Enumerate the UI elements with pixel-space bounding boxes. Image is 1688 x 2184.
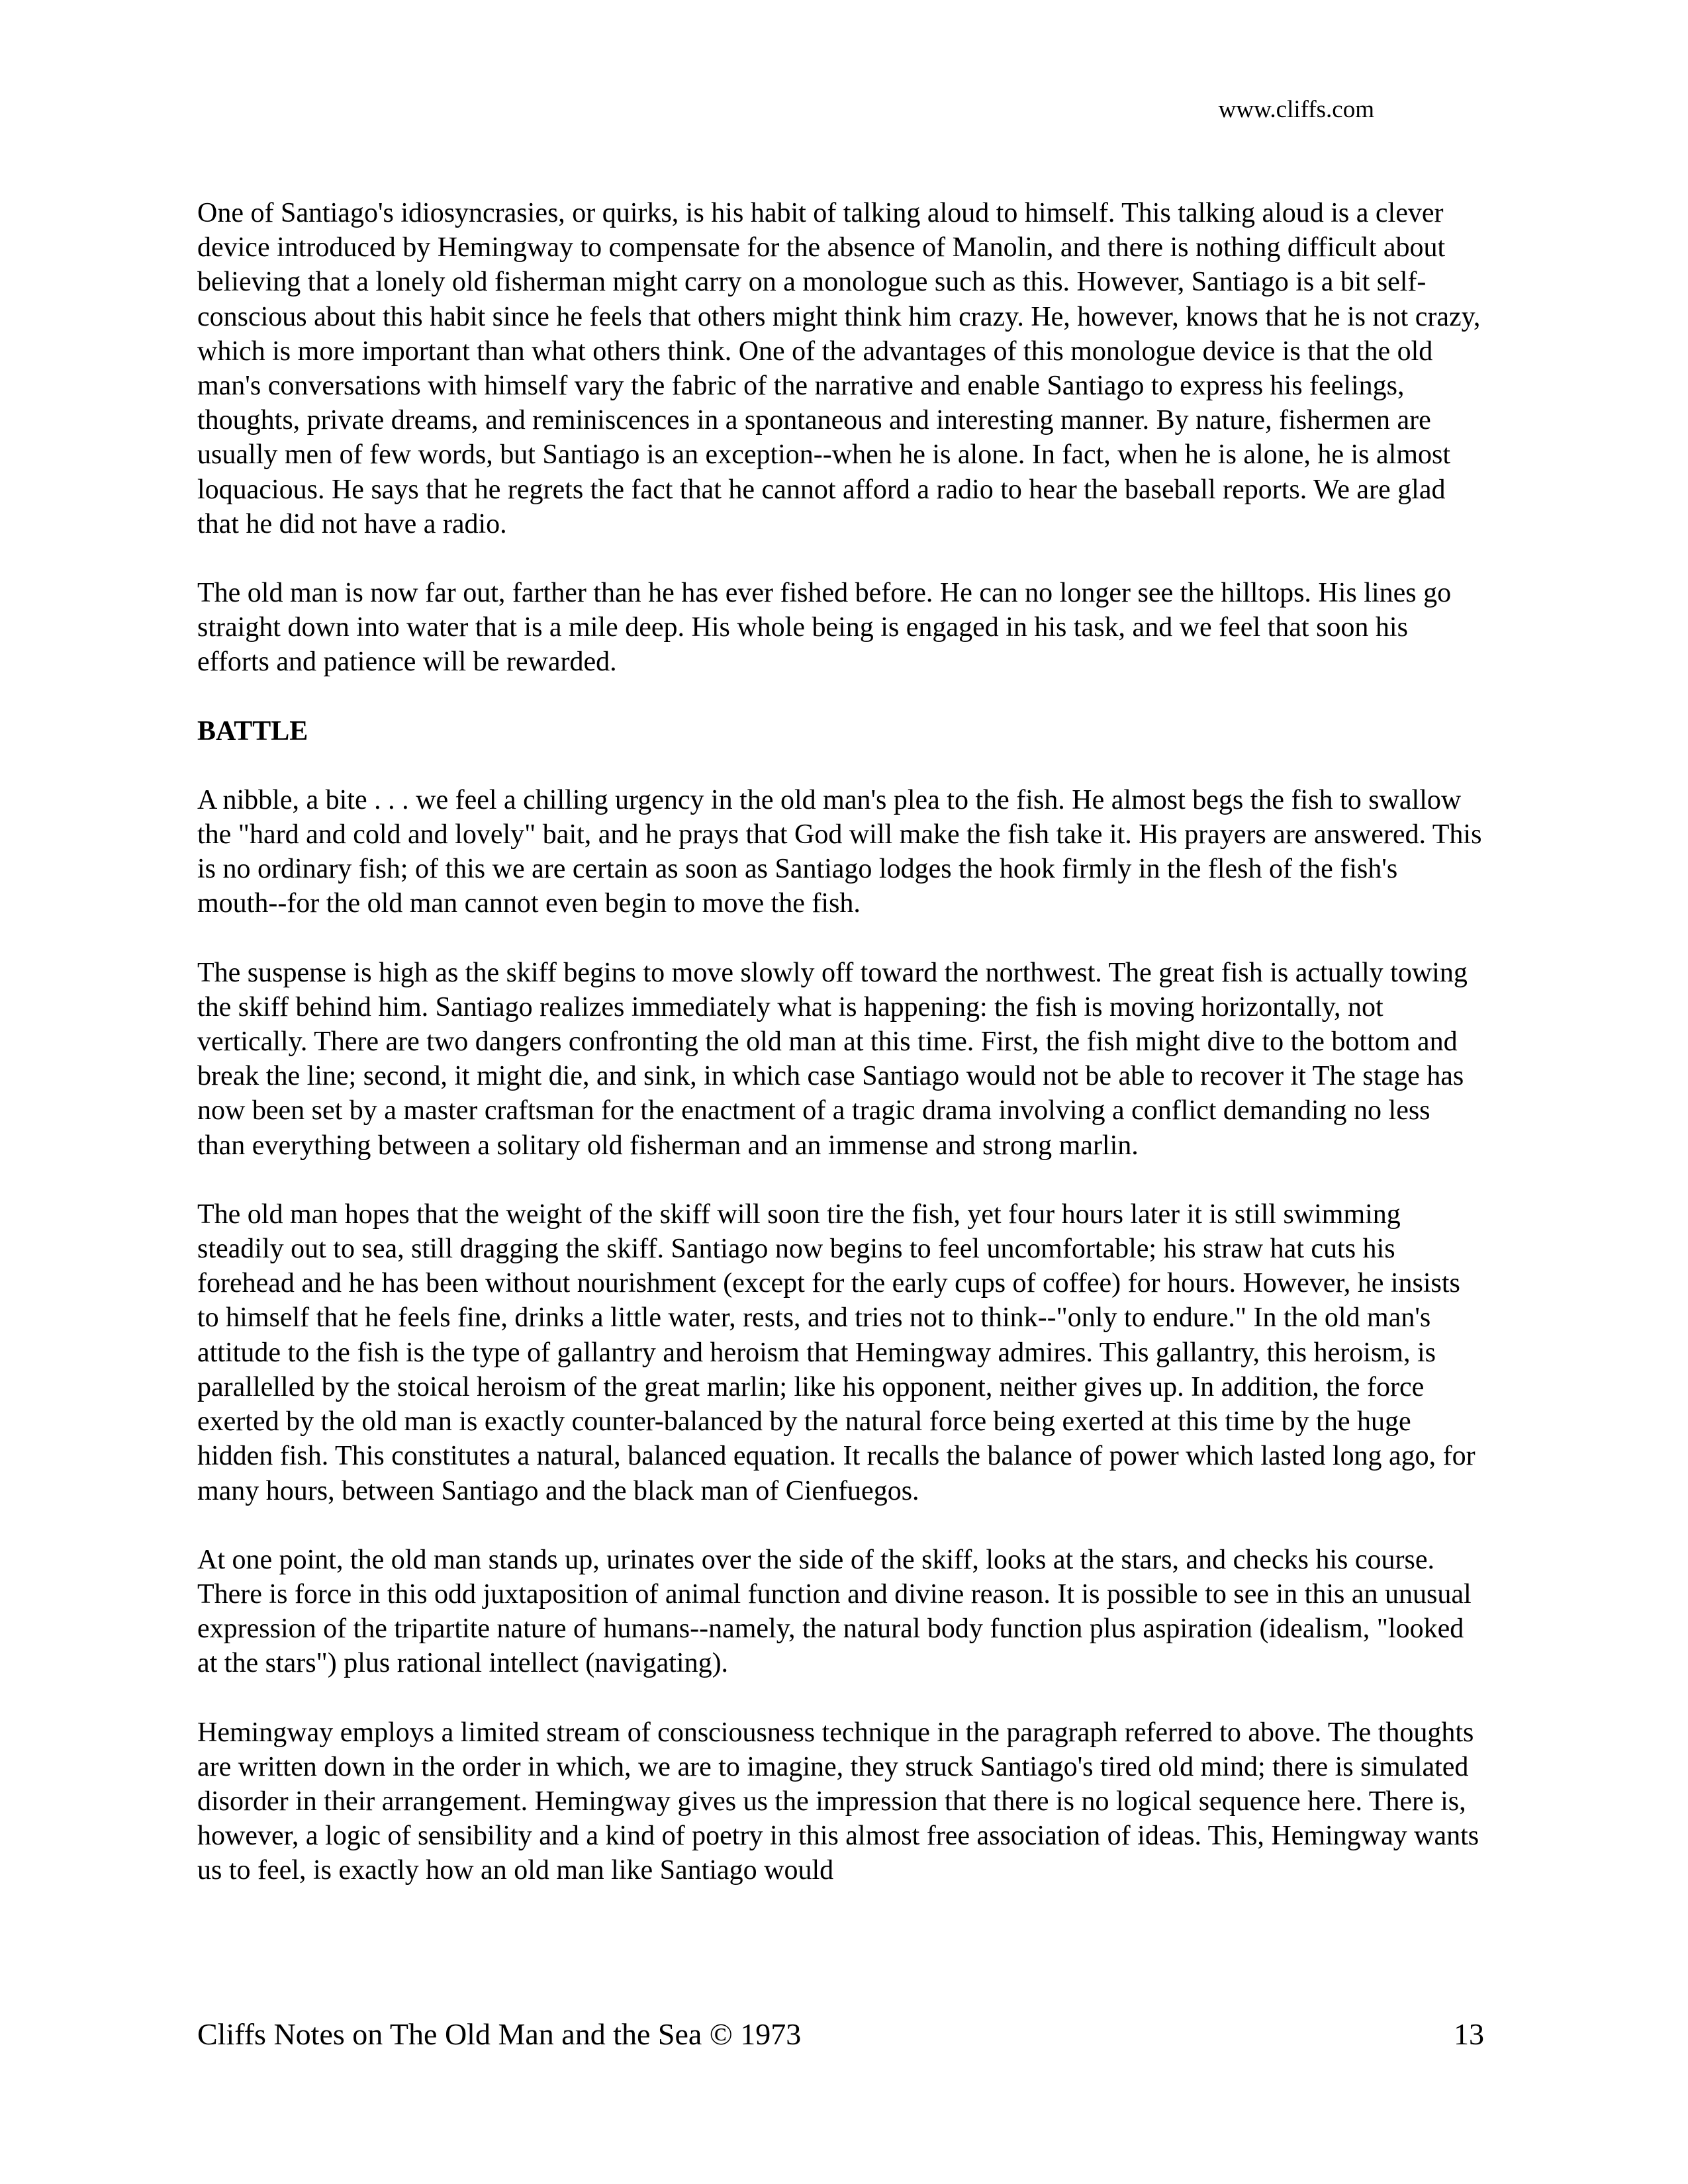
footer-title: Cliffs Notes on The Old Man and the Sea © 1973 <box>197 2017 802 2051</box>
section-heading: BATTLE <box>197 715 308 747</box>
header-url: www.cliffs.com <box>1218 96 1374 123</box>
paragraph: The suspense is high as the skiff begins to move slowly off toward the northwest. The great fish is actually towing the skiff behind him. Santiago realizes immediately what is happening: the fish is moving horizontally, not vertically. There are two dangers confronting the old man at this time. First, the fish might dive to the bottom and break the line; second, it might die, and sink, in which case Santiago would not be able to recover it The stage has now been set by a master craftsman for the enactment of a tragic drama involving a conflict demanding no less than everything between a solitary old fisherman and an immense and strong marlin. <box>197 957 1468 1161</box>
paragraph: At one point, the old man stands up, urinates over the side of the skiff, looks at the stars, and checks his course. There is force in this odd juxtaposition of animal function and divine reason. It is possible to see in this an unusual expression of the tripartite nature of humans--namely, the natural body function plus aspiration (idealism, "looked at the stars") plus rational intellect (navigating). <box>197 1544 1472 1679</box>
page-footer <box>197 2016 1484 2053</box>
paragraph: A nibble, a bite . . . we feel a chilling urgency in the old man's plea to the fish. He almost begs the fish to swallow the "hard and cold and lovely" bait, and he prays that God will make the fish take it. His prayers are answered. This is no ordinary fish; of this we are certain as soon as Santiago lodges the hook firmly in the flesh of the fish's mouth--for the old man cannot even begin to move the fish. <box>197 784 1482 919</box>
document-body <box>197 196 1484 1923</box>
page-number: 13 <box>1454 2017 1484 2051</box>
paragraph: The old man hopes that the weight of the skiff will soon tire the fish, yet four hours later it is still swimming steadily out to sea, still dragging the skiff. Santiago now begins to feel uncomfortable; his straw hat cuts his forehead and he has been without nourishment (except for the early cups of coffee) for hours. However, he insists to himself that he feels fine, drinks a little water, rests, and tries not to think--"only to endure." In the old man's attitude to the fish is the type of gallantry and heroism that Hemingway admires. This gallantry, this heroism, is parallelled by the stoical heroism of the great marlin; like his opponent, neither gives up. In addition, the force exerted by the old man is exactly counter-balanced by the natural force being exerted at this time by the huge hidden fish. This constitutes a natural, balanced equation. It recalls the balance of power which lasted long ago, for many hours, between Santiago and the black man of Cienfuegos. <box>197 1199 1476 1506</box>
paragraph: Hemingway employs a limited stream of consciousness technique in the paragraph referred to above. The thoughts are written down in the order in which, we are to imagine, they struck Santiago's tired old mind; there is simulated disorder in their arrangement. Hemingway gives us the impression that there is no logical sequence here. There is, however, a logic of sensibility and a kind of poetry in this almost free association of ideas. This, Hemingway wants us to feel, is exactly how an old man like Santiago would <box>197 1717 1479 1886</box>
paragraph: One of Santiago's idiosyncrasies, or quirks, is his habit of talking aloud to himself. This talking aloud is a clever device introduced by Hemingway to compensate for the absence of Manolin, and there is nothing difficult about believing that a lonely old fisherman might carry on a monologue such as this. However, Santiago is a bit self-conscious about this habit since he feels that others might think him crazy. He, however, knows that he is not crazy, which is more important than what others think. One of the advantages of this monologue device is that the old man's conversations with himself vary the fabric of the narrative and enable Santiago to express his feelings, thoughts, private dreams, and reminiscences in a spontaneous and interesting manner. By nature, fishermen are usually men of few words, but Santiago is an exception--when he is alone. In fact, when he is alone, he is almost loquacious. He says that he regrets the fact that he cannot afford a radio to hear the baseball reports. We are glad that he did not have a radio. <box>197 198 1481 539</box>
paragraph: The old man is now far out, farther than he has ever fished before. He can no longer see the hilltops. His lines go straight down into water that is a mile deep. His whole being is engaged in his task, and we feel that soon his efforts and patience will be rewarded. <box>197 578 1452 678</box>
